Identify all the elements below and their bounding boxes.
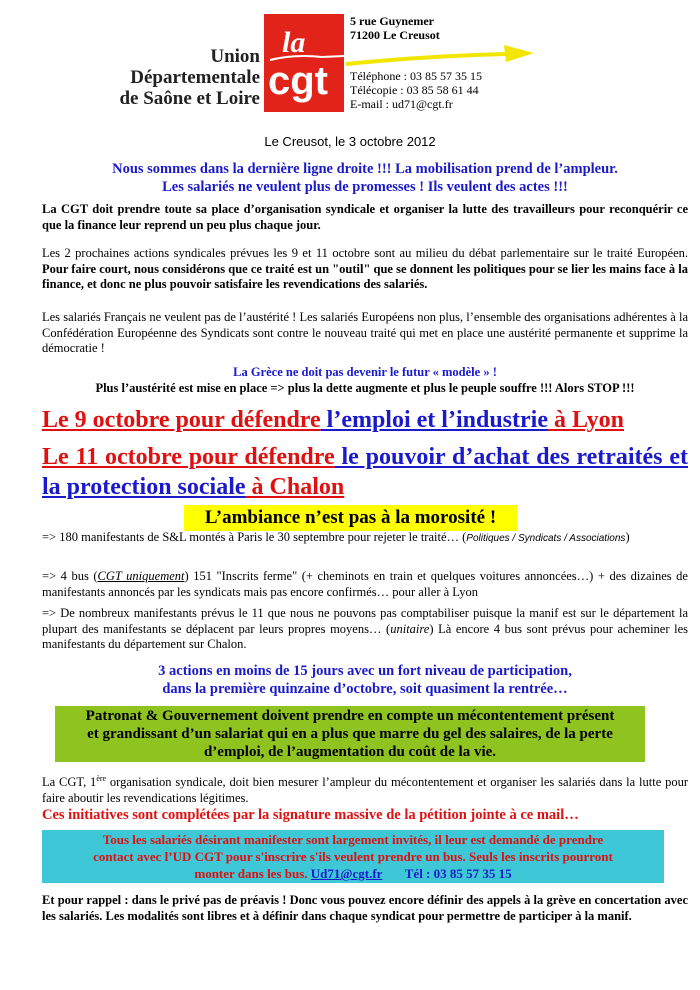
greece-line1: La Grèce ne doit pas devenir le futur « modèle » ! [233, 365, 497, 379]
logo-text-la: la [282, 26, 306, 59]
cgt-paragraph [42, 771, 688, 806]
fax-number: Télécopie : 03 85 58 61 44 [350, 83, 479, 97]
email-address: E-mail : ud71@cgt.fr [350, 97, 453, 111]
org-name-line1: Union [210, 46, 260, 67]
bullet-chalon-end: ) Là encore 4 bus sont prévus pour acheminer les manifestants du département sur Chalon. [42, 621, 688, 651]
cgt-logo [264, 14, 344, 112]
bullet-lyon-text: ) 151 "Inscrits ferme" (+ cheminots en train et quelques voitures annoncées…) + des dizaines de manifestants annoncés par les syndicats mais pas encore confirmés… pour aller à Lyon [42, 569, 688, 599]
registration-box [42, 830, 664, 883]
headline [42, 160, 688, 196]
action-oct11 [42, 442, 688, 502]
phone-number: Téléphone : 03 85 57 35 15 [350, 69, 482, 83]
logo-text-cgt: cgt [268, 59, 328, 103]
bullet-chalon-italic: unitaire [390, 621, 430, 636]
intro-paragraph: La CGT doit prendre toute sa place d’organisation syndicale et organiser la lutte des travailleurs pour reconquérir ce que la finance leur reprend un peu plus chaque jour. [42, 202, 688, 232]
org-name-line3: de Saône et Loire [119, 88, 260, 109]
treaty-paragraph [42, 246, 688, 293]
treaty-paragraph-bold: Pour faire court, nous considérons que ce traité est un "outil" que se donnent les politiques pour se lier les mains face à la finance, et donc ne plus pouvoir satisfaire les revendications des salariés. [42, 261, 688, 291]
green-line1: Patronat & Gouvernement doivent prendre en compte un mécontentement présent [85, 708, 615, 724]
contact-numbers [350, 69, 482, 111]
bullet-paris-italic: Politiques / Syndicats / Associations [466, 533, 626, 544]
austerity-paragraph: Les salariés Français ne veulent pas de l’austérité ! Les salariés Européens non plus, l’ensemble des organisations adhérentes à la Confédération Européenne des Syndicats sont contre le nouveau traité qui met en place une austérité permanente et supprime la démocratie ! [42, 310, 688, 355]
greece-line2: Plus l’austérité est mise en place => plus la dette augmente et plus le peuple souffre !!! Alors STOP !!! [95, 381, 635, 395]
cgt-paragraph-start: La CGT, 1 [42, 775, 97, 790]
bullet-paris-text: => 180 manifestants de S&L montés à Paris le 30 septembre pour rejeter le traité… ( [42, 530, 467, 544]
treaty-paragraph-normal: Les 2 prochaines actions syndicales prévues les 9 et 11 octobre sont au milieu du débat parlementaire sur le traité Européen. [42, 246, 688, 260]
org-name-line2: Départementale [130, 67, 260, 88]
oct11-place: à Chalon [245, 474, 345, 500]
cyan-line3 [42, 865, 664, 882]
address-line2: 71200 Le Creusot [350, 28, 440, 42]
three-actions [42, 662, 688, 698]
contact-block [350, 14, 482, 111]
oct9-defend: pour défendre [169, 407, 321, 433]
bullet-lyon [42, 569, 688, 600]
bullet-chalon [42, 606, 688, 653]
action-oct9 [42, 405, 688, 435]
petition-line: Ces initiatives sont complétées par la signature massive de la pétition jointe à ce mail… [42, 807, 579, 823]
cyan-line2: contact avec l’UD CGT pour s'inscrire s'ils veulent prendre un bus. Seuls les inscrits pourront [93, 849, 613, 864]
greece-block [42, 364, 688, 396]
cyan-line1: Tous les salariés désirant manifester sont largement invités, il leur est demandé de prendre [102, 832, 604, 847]
bullet-paris-end: ) [625, 530, 630, 544]
bullet-paris [42, 530, 688, 547]
oct9-place: à Lyon [547, 407, 624, 433]
organization-name [96, 46, 260, 109]
ambiance-banner: L’ambiance n’est pas à la morosité ! [184, 505, 517, 531]
cyan-line3-start: monter dans les bus. [194, 866, 311, 881]
cgt-paragraph-rest: organisation syndicale, doit bien mesurer l’ampleur du mécontentement et organiser les salariés dans la lutte pour faire aboutir les revendications légitimes. [42, 775, 688, 805]
date-line: Le Creusot, le 3 octobre 2012 [264, 134, 436, 149]
bullet-chalon-text: => De nombreux manifestants prévus le 11 que nous ne pouvons pas comptabiliser puisque la manif est sur le département la plupart des manifestants se déplacent par leurs propres moyens… ( [42, 606, 688, 636]
green-line2: et grandissant d’un salariat qui en a plus que marre du gel des salaires, de la perte [87, 726, 613, 742]
headline-line1: Nous sommes dans la dernière ligne droite !!! La mobilisation prend de l’ampleur. [112, 161, 618, 177]
oct11-date: Le 11 octobre [42, 444, 182, 470]
yellow-arrow-icon [346, 42, 536, 68]
oct11-defend: pour défendre [181, 444, 335, 470]
oct11-topic: le pouvoir d’achat des retraités et la protection sociale [42, 444, 688, 500]
address-line1: 5 rue Guynemer [350, 14, 434, 28]
bullet-lyon-start: => 4 bus ( [42, 569, 98, 583]
oct9-topic: l’emploi et l’industrie [320, 407, 548, 433]
three-actions-line1: 3 actions en moins de 15 jours avec un fort niveau de participation, [158, 663, 572, 679]
headline-line2: Les salariés ne veulent plus de promesses ! Ils veulent des actes !!! [162, 179, 568, 195]
reminder-paragraph: Et pour rappel : dans le privé pas de préavis ! Donc vous pouvez encore définir des appels à la grève en concertation avec les salariés. Les modalités sont libres et à définir dans chaque syndicat pour permettre de participer à la manif. [42, 893, 688, 923]
cgt-paragraph-sup: ère [96, 774, 107, 783]
bullet-lyon-italic: CGT uniquement [97, 569, 185, 583]
email-link[interactable]: Ud71@cgt.fr [310, 866, 383, 881]
oct9-date: Le 9 octobre [42, 407, 170, 433]
three-actions-line2: dans la première quinzaine d’octobre, soit quasiment la rentrée… [162, 681, 568, 697]
green-line3: d’emploi, de l’augmentation du coût de la vie. [203, 744, 497, 760]
cyan-tel: Tél : 03 85 57 35 15 [382, 866, 512, 881]
employers-government-box [55, 706, 645, 762]
